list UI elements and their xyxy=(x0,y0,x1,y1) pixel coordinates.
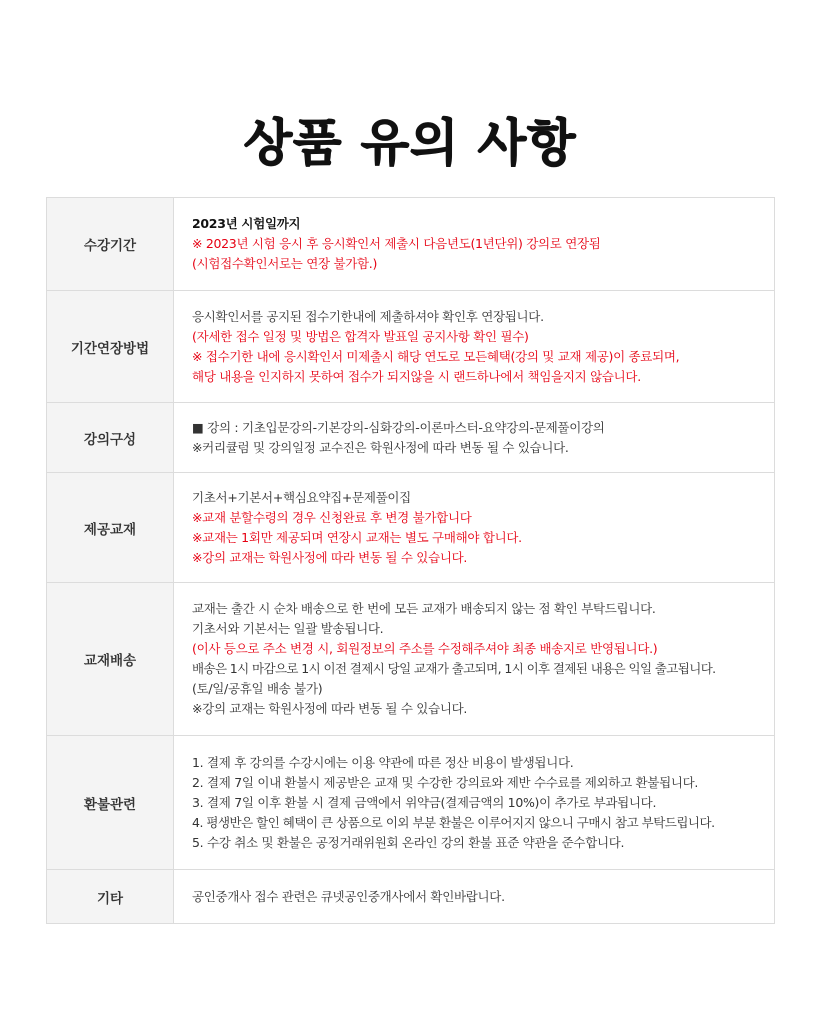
content-line: 5. 수강 취소 및 환불은 공정거래위원회 온라인 강의 환불 표준 약관을 준수합니다. xyxy=(192,834,625,850)
content-line: 3. 결제 7일 이후 환불 시 결제 금액에서 위약금(결제금액의 10%)이 추가로 부과됩니다. xyxy=(192,794,657,810)
content-line: ※ 접수기한 내에 응시확인서 미제출시 해당 연도로 모든혜택(강의 및 교재 제공)이 종료되며, xyxy=(192,348,680,364)
content-line: (시험접수확인서로는 연장 불가함.) xyxy=(192,256,378,271)
content-line: (토/일/공휴일 배송 불가) xyxy=(192,681,323,696)
content-line: ※커리큘럼 및 강의일정 교수진은 학원사정에 따라 변동 될 수 있습니다. xyxy=(192,439,569,455)
content-line: 2. 결제 7일 이내 환불시 제공받은 교재 및 수강한 강의료와 제반 수수료를 제외하고 환불됩니다. xyxy=(192,774,699,790)
row-label-refund: 환불관련 xyxy=(47,736,174,870)
row-label-textbooks: 제공교재 xyxy=(47,473,174,583)
row-label-etc: 기타 xyxy=(47,870,174,924)
content-line: 배송은 1시 마감으로 1시 이전 결제시 당일 교재가 출고되며, 1시 이후 결제된 내용은 익일 출고됩니다. xyxy=(192,661,716,676)
content-line: ※강의 교재는 학원사정에 따라 변동 될 수 있습니다. xyxy=(192,549,468,565)
page-title: 상품 유의 사항 xyxy=(243,114,577,172)
content-line: (자세한 접수 일정 및 방법은 합격자 발표일 공지사항 확인 필수) xyxy=(192,328,529,344)
content-line: ※강의 교재는 학원사정에 따라 변동 될 수 있습니다. xyxy=(192,701,468,716)
row-content-composition xyxy=(174,403,775,473)
row-label-composition: 강의구성 xyxy=(47,403,174,473)
table-row-extension xyxy=(47,291,775,403)
row-label-extension: 기간연장방법 xyxy=(47,291,174,403)
content-line: ※교재 분할수령의 경우 신청완료 후 변경 불가합니다 xyxy=(192,509,472,525)
row-content-extension xyxy=(174,291,775,403)
content-line: 교재는 출간 시 순차 배송으로 한 번에 모든 교재가 배송되지 않는 점 확인 부탁드립니다. xyxy=(192,601,656,616)
content-line: 기초서와 기본서는 일괄 발송됩니다. xyxy=(192,621,384,636)
table-row-period xyxy=(47,198,775,291)
content-line: ※교재는 1회만 제공되며 연장시 교재는 별도 구매해야 합니다. xyxy=(192,529,522,545)
content-line: 2023년 시험일까지 xyxy=(192,216,301,231)
content-line: 기초서+기본서+핵심요약집+문제풀이집 xyxy=(192,489,411,505)
row-content-period xyxy=(174,198,775,291)
content-line: 공인중개사 접수 관련은 큐넷공인중개사에서 확인바랍니다. xyxy=(192,888,505,904)
row-content-etc xyxy=(174,870,775,924)
row-label-shipping: 교재배송 xyxy=(47,583,174,736)
table-row-shipping xyxy=(47,583,775,736)
content-line: ■ 강의 : 기초입문강의-기본강의-심화강의-이론마스터-요약강의-문제풀이강의 xyxy=(192,419,605,435)
row-label-period: 수강기간 xyxy=(47,198,174,291)
content-line: 해당 내용을 인지하지 못하여 접수가 되지않을 시 랜드하나에서 책임을지지 않습니다. xyxy=(192,368,641,384)
content-line: 응시확인서를 공지된 접수기한내에 제출하셔야 확인후 연장됩니다. xyxy=(192,308,544,324)
notice-table xyxy=(46,197,775,924)
content-line: 4. 평생반은 할인 혜택이 큰 상품으로 이외 부분 환불은 이루어지지 않으니 구매시 참고 부탁드립니다. xyxy=(192,814,715,830)
table-row-composition xyxy=(47,403,775,473)
content-line: ※ 2023년 시험 응시 후 응시확인서 제출시 다음년도(1년단위) 강의로 연장됨 xyxy=(192,236,601,251)
row-content-textbooks xyxy=(174,473,775,583)
table-row-etc xyxy=(47,870,775,924)
table-row-refund xyxy=(47,736,775,870)
row-content-refund xyxy=(174,736,775,870)
row-content-shipping xyxy=(174,583,775,736)
content-line: 1. 결제 후 강의를 수강시에는 이용 약관에 따른 정산 비용이 발생됩니다. xyxy=(192,754,574,770)
content-line: (이사 등으로 주소 변경 시, 회원정보의 주소를 수정해주셔야 최종 배송지로 반영됩니다.) xyxy=(192,641,658,656)
table-row-textbooks xyxy=(47,473,775,583)
